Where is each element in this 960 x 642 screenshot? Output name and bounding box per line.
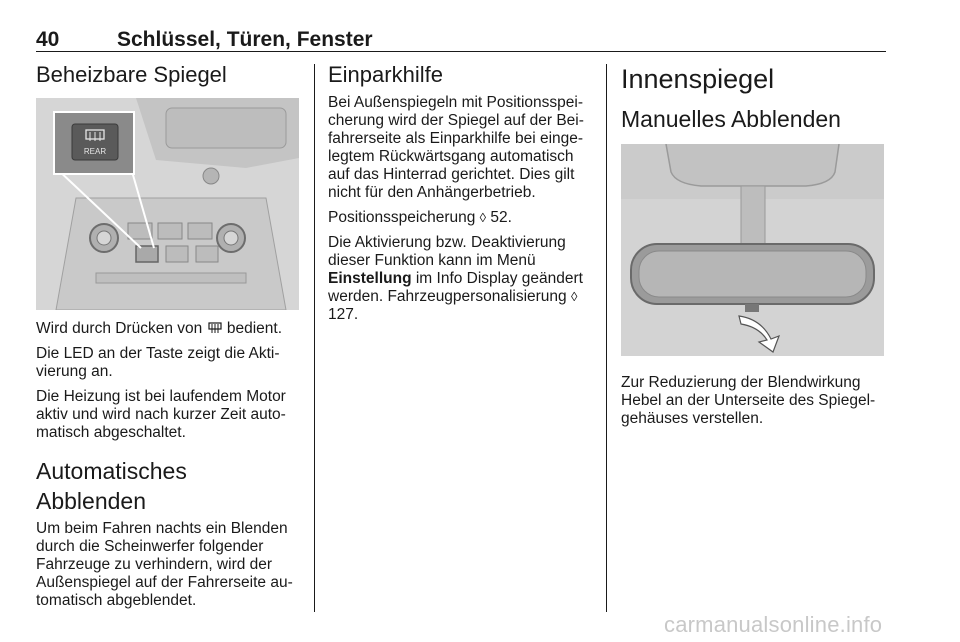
- subsection-heading-manual-dimming: Manuelles Abblenden: [621, 106, 841, 132]
- paragraph-operation: [36, 320, 300, 338]
- figure-button-label: REAR: [83, 147, 107, 156]
- activation-text-1: Die Aktivierung bzw. Deaktivierung dieser Funktion kann im Menü: [328, 234, 566, 269]
- section-heading-heated-mirrors: Beheizbare Spiegel: [36, 62, 227, 87]
- position-memory-page-ref: 52.: [490, 209, 512, 226]
- paragraph-activation: [328, 234, 594, 324]
- paragraph-operation-text-2: bedient.: [222, 320, 283, 337]
- figure-rear-defrost-console: [36, 98, 299, 310]
- activation-text-2: im Info Display geändert werden. Fahrzeugpersonalisierung: [328, 270, 583, 305]
- menu-name-einstellung: Einstellung: [328, 270, 412, 287]
- watermark: carmanualsonline.info: [664, 612, 883, 637]
- figure-interior-mirror: [621, 144, 884, 356]
- page-number: 40: [36, 28, 60, 51]
- column-2: [328, 60, 594, 331]
- paragraph-parking-assist: Bei Außenspiegeln mit Positionsspei-cherung wird der Spiegel auf der Bei-fahrerseite als Einparkhilfe bei einge-legtem Rückwärtsgang automatisch auf das Hinterrad gerichtet. Dies gilt nicht für den Anhängerbetrieb.: [328, 94, 584, 201]
- page-header: [36, 28, 886, 52]
- page-reference-icon-2: ◊: [570, 289, 578, 304]
- paragraph-led: Die LED an der Taste zeigt die Akti-vierung an.: [36, 345, 280, 380]
- paragraph-heating: Die Heizung ist bei laufendem Motor aktiv und wird nach kurzer Zeit auto-matisch abgeschaltet.: [36, 388, 286, 441]
- section-heading-parking-assist: Einparkhilfe: [328, 62, 443, 87]
- paragraph-auto-dimming: Um beim Fahren nachts ein Blenden durch die Scheinwerfer folgender Fahrzeuge zu verhindern, wird der Außenspiegel auf der Fahrerseite au-tomatisch abgeblendet.: [36, 520, 293, 609]
- column-1: [36, 60, 300, 617]
- running-title: Schlüssel, Türen, Fenster: [117, 28, 373, 51]
- section-heading-auto-dimming: Automatisches Abblenden: [36, 458, 187, 514]
- column-divider-2: [606, 64, 607, 612]
- column-divider-1: [314, 64, 315, 612]
- header-rule: [36, 51, 886, 52]
- paragraph-position-memory: [328, 209, 594, 227]
- section-heading-interior-mirror: Innenspiegel: [621, 64, 775, 94]
- activation-page-ref: 127.: [328, 306, 359, 323]
- column-3: [621, 60, 887, 435]
- paragraph-manual-dimming: Zur Reduzierung der Blendwirkung Hebel an der Unterseite des Spiegel-gehäuses verstellen.: [621, 374, 876, 427]
- rear-defrost-icon: [207, 321, 223, 335]
- paragraph-operation-text-1: Wird durch Drücken von: [36, 320, 207, 337]
- page-reference-icon: ◊: [479, 210, 487, 225]
- position-memory-text: Positionsspeicherung: [328, 209, 480, 226]
